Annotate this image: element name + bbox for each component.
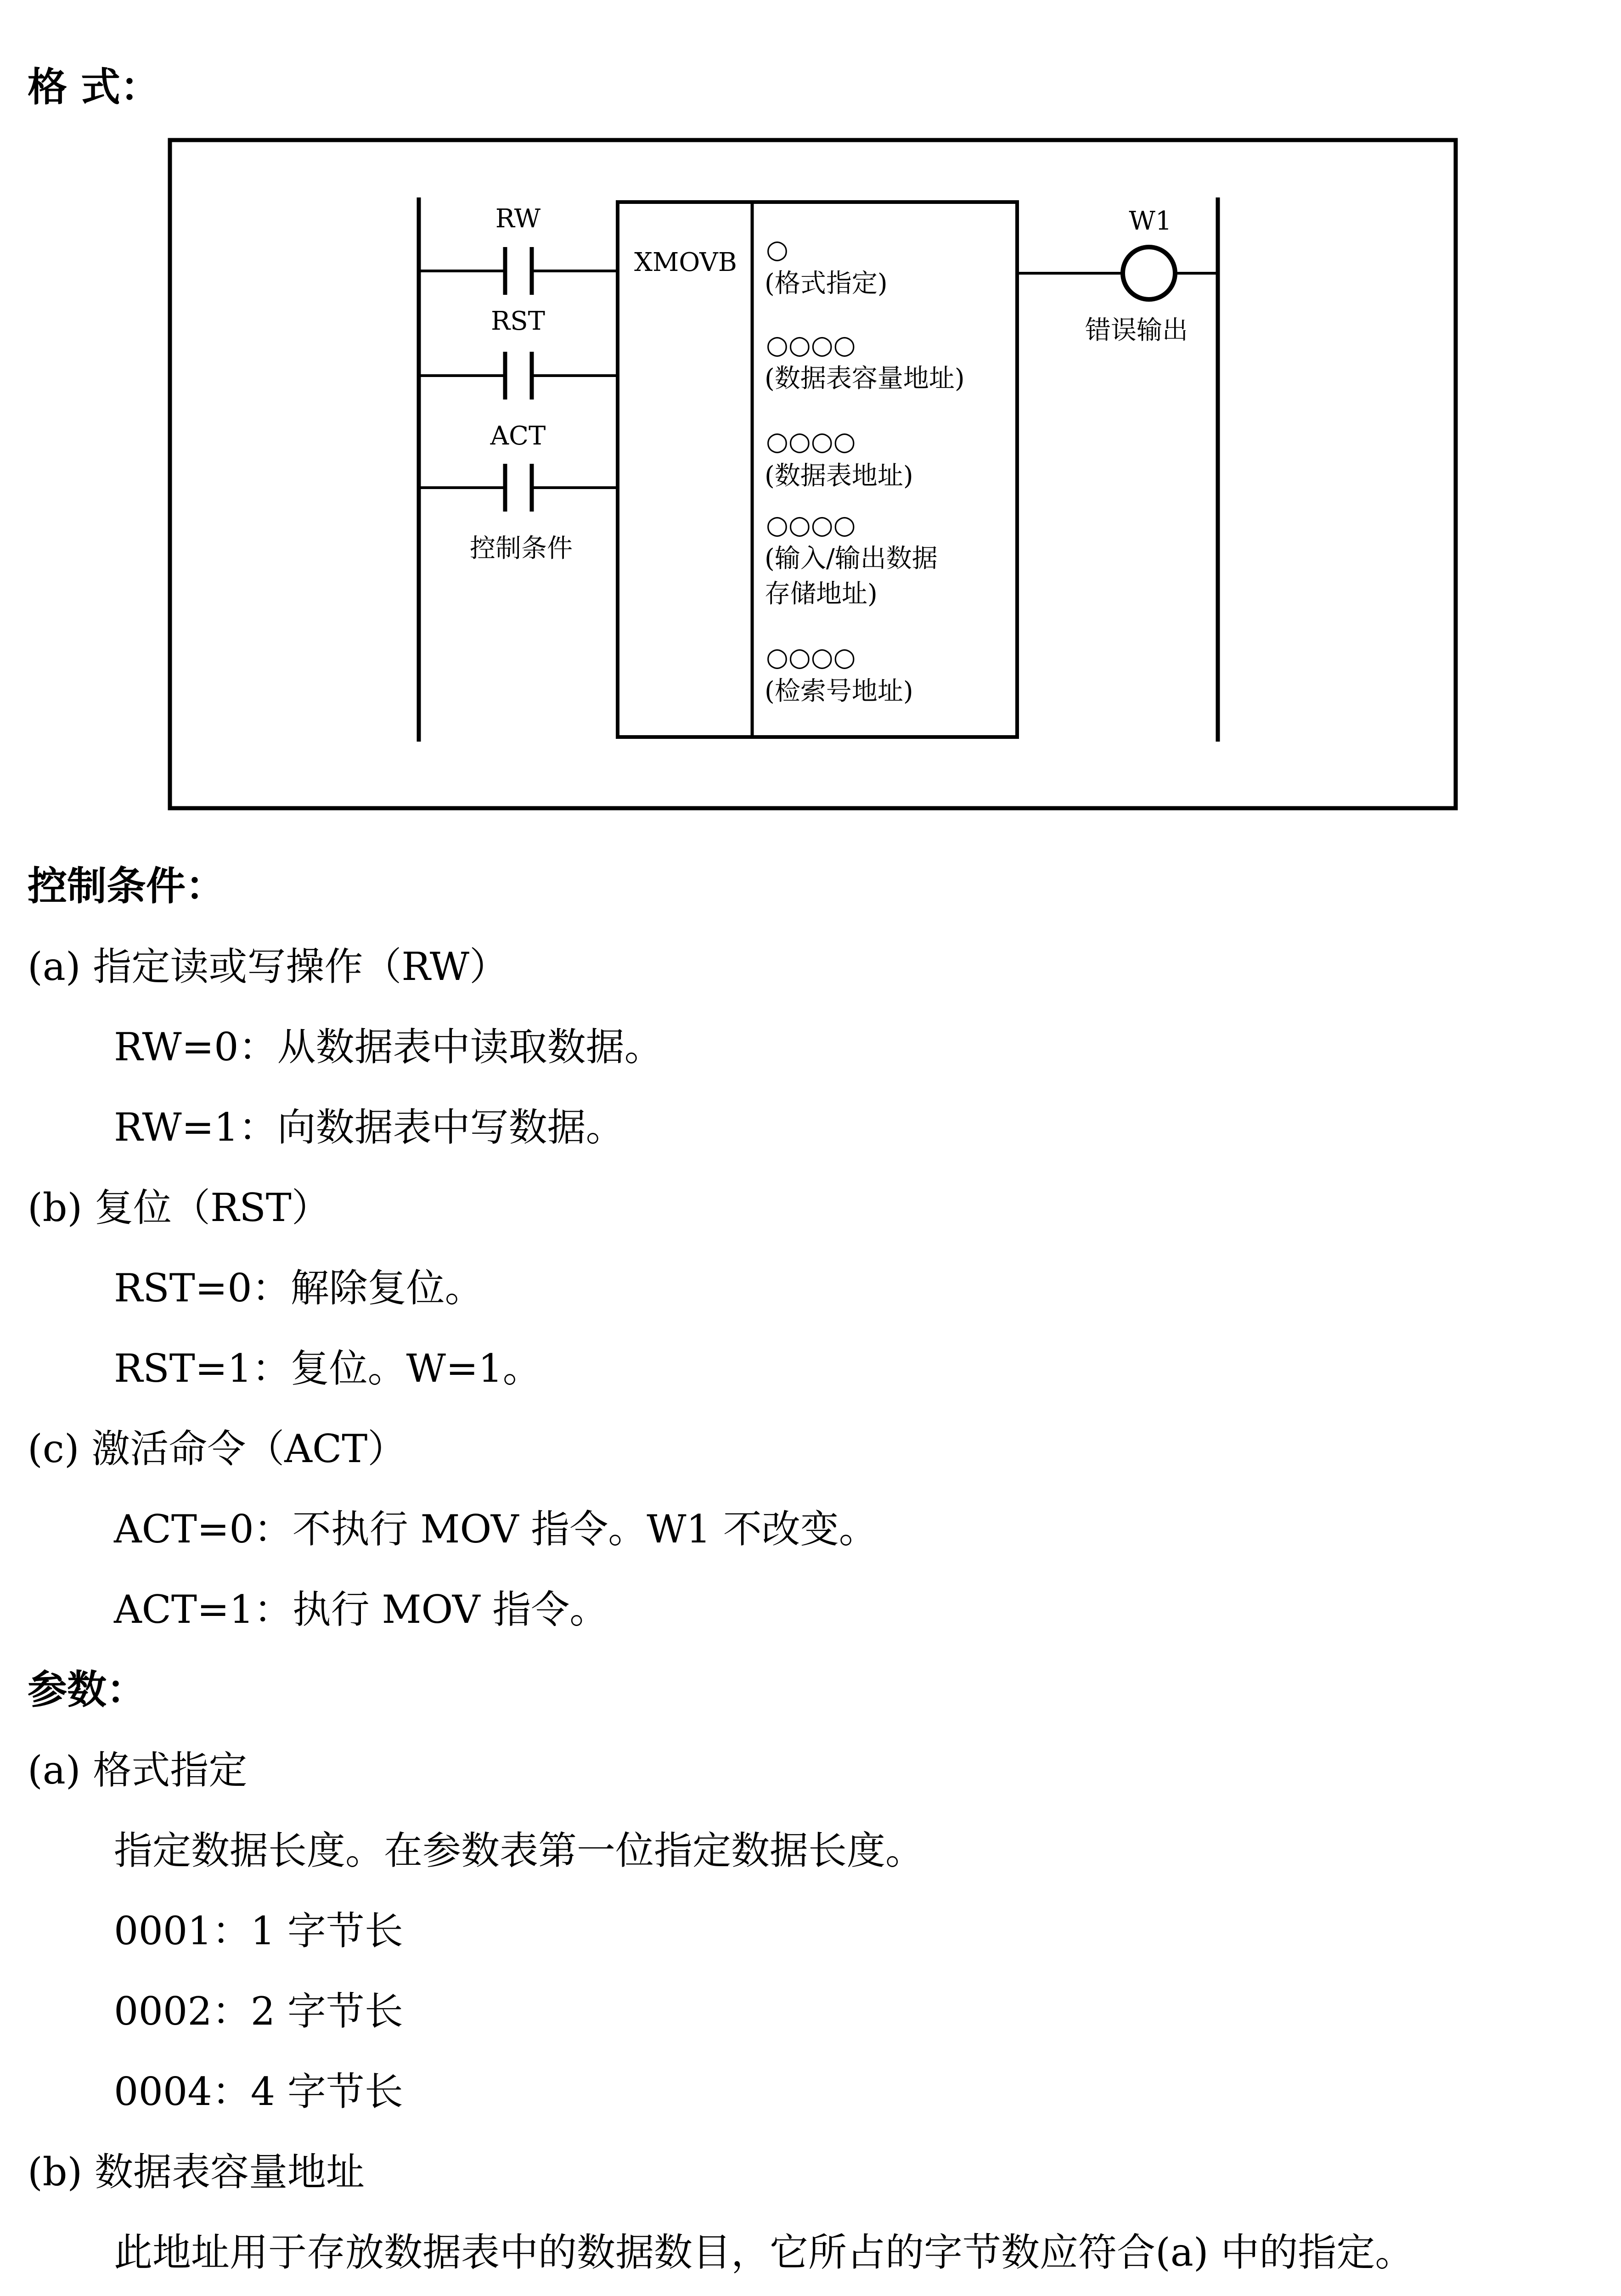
- contact-label-rst: RST: [491, 306, 545, 336]
- param2-label: (数据表容量地址): [765, 364, 965, 394]
- param1-label: (格式指定): [765, 269, 888, 298]
- coil-name: W1: [1129, 206, 1172, 236]
- param4-circles: ○○○○: [766, 510, 856, 540]
- param3-circles: ○○○○: [766, 427, 856, 456]
- param2-circles: ○○○○: [766, 330, 856, 360]
- block-name: XMOVB: [634, 248, 737, 277]
- param4-label-line2: 存储地址): [765, 579, 878, 609]
- param-a-line3: 0002：2 字节长: [114, 1989, 403, 2034]
- control-a-title: (a) 指定读或写操作（RW）: [28, 944, 508, 989]
- control-c-line1: ACT=0：不执行 MOV 指令。W1 不改变。: [114, 1507, 878, 1552]
- control-b-line1: RST=0：解除复位。: [114, 1266, 484, 1311]
- control-c-line2: ACT=1：执行 MOV 指令。: [114, 1587, 608, 1632]
- param5-circles: ○○○○: [766, 642, 856, 672]
- contact-label-act: ACT: [490, 421, 546, 451]
- param-a-line4: 0004：4 字节长: [114, 2069, 403, 2114]
- contact-label-rw: RW: [495, 204, 541, 234]
- control-b-line2: RST=1：复位。W=1。: [114, 1346, 541, 1391]
- control-conditions-heading: 控制条件：: [28, 863, 225, 909]
- format-heading: 格 式：: [28, 64, 160, 110]
- parameters-heading: 参数：: [28, 1667, 146, 1713]
- control-conditions-label: 控制条件: [470, 534, 573, 563]
- param1-circles: ○: [766, 235, 788, 264]
- ladder-diagram: [0, 0, 1621, 827]
- param4-label-line1: (输入/输出数据: [765, 544, 938, 574]
- coil-label: 错误输出: [1085, 315, 1188, 345]
- param-b-title: (b) 数据表容量地址: [28, 2150, 365, 2195]
- param-a-line2: 0001：1 字节长: [114, 1908, 403, 1953]
- control-a-line1: RW=0：从数据表中读取数据。: [114, 1024, 663, 1069]
- control-b-title: (b) 复位（RST）: [28, 1185, 330, 1230]
- control-a-line2: RW=1：向数据表中写数据。: [114, 1105, 625, 1150]
- param-a-title: (a) 格式指定: [28, 1748, 248, 1793]
- control-c-title: (c) 激活命令（ACT）: [28, 1426, 406, 1471]
- param-a-line1: 指定数据长度。在参数表第一位指定数据长度。: [114, 1828, 924, 1873]
- param3-label: (数据表地址): [765, 461, 913, 491]
- coil-w1: [1123, 247, 1175, 299]
- param-b-line1: 此地址用于存放数据表中的数据数目，它所占的字节数应符合(a) 中的指定。: [114, 2230, 1414, 2275]
- param5-label: (检索号地址): [765, 676, 913, 706]
